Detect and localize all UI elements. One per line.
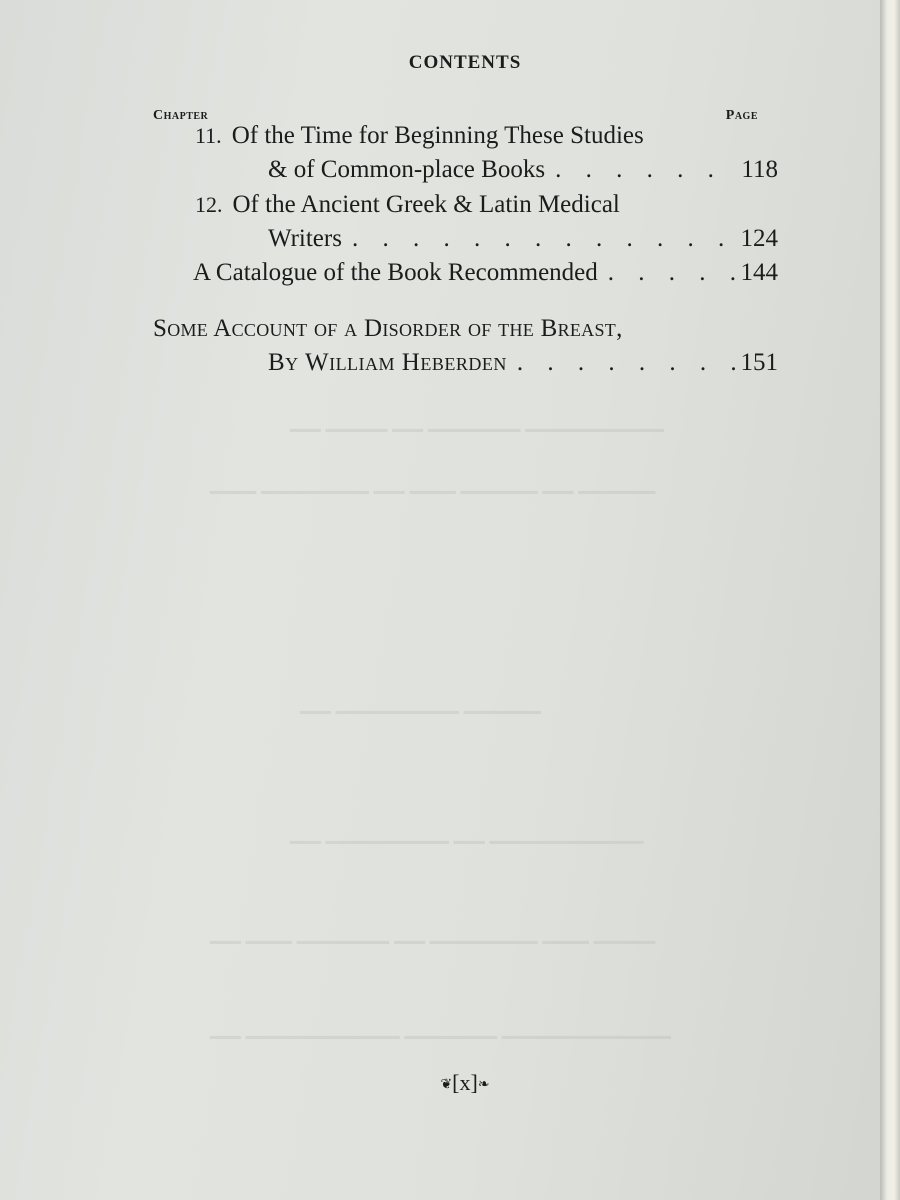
show-through-text: ▁▁ ▁▁▁▁▁▁▁▁ ▁▁▁▁▁ bbox=[300, 692, 541, 714]
ornament-icon: ❦ bbox=[440, 1077, 453, 1093]
show-through-text: ▁▁ ▁▁▁▁ ▁▁ ▁▁▁▁▁▁ ▁▁▁▁▁▁▁▁▁ bbox=[290, 410, 664, 432]
page-number: 118 bbox=[741, 156, 778, 183]
page-number: 144 bbox=[740, 259, 778, 286]
entry-title: A Catalogue of the Book Recommended bbox=[193, 259, 598, 286]
dot-leader bbox=[342, 225, 735, 253]
toc-appendix-line1 bbox=[153, 315, 733, 349]
page-edge bbox=[880, 0, 900, 1200]
chapter-title: Of the Time for Beginning These Studies bbox=[231, 122, 644, 149]
chapter-title: Of the Ancient Greek & Latin Medical bbox=[232, 191, 620, 218]
toc-entry-11-line1 bbox=[195, 122, 725, 156]
show-through-text: ▁▁ ▁▁▁▁▁▁▁▁ ▁▁ ▁▁▁▁▁▁▁▁▁▁ bbox=[290, 822, 644, 844]
show-through-text: ▁▁ ▁▁▁▁▁▁▁▁▁▁ ▁▁▁▁▁▁ ▁▁▁▁▁▁▁▁▁▁▁ bbox=[210, 1017, 672, 1039]
dot-leader bbox=[598, 259, 735, 287]
appendix-author: By William Heberden bbox=[268, 349, 507, 376]
toc-entry-12-line1 bbox=[195, 191, 725, 225]
toc-entry-catalogue bbox=[193, 259, 778, 293]
dot-leader bbox=[507, 349, 735, 377]
chapter-title-continued: & of Common-place Books bbox=[268, 156, 546, 183]
chapter-title-continued: Writers bbox=[268, 225, 342, 252]
folio: ❦[x]❧ bbox=[440, 1070, 490, 1095]
show-through-text: ▁▁ ▁▁▁ ▁▁▁▁▁▁ ▁▁ ▁▁▁▁▁▁▁ ▁▁▁ ▁▁▁▁ bbox=[210, 922, 656, 944]
toc-appendix-line2 bbox=[268, 349, 778, 383]
page-column-label: Page bbox=[725, 108, 758, 123]
chapter-number: 11. bbox=[195, 123, 222, 148]
page-number: 124 bbox=[740, 225, 778, 252]
appendix-title: Some Account of a Disorder of the Breast, bbox=[153, 315, 623, 342]
page-number: 151 bbox=[740, 349, 778, 376]
folio-number: x bbox=[459, 1070, 471, 1095]
chapter-column-label: Chapter bbox=[153, 108, 209, 123]
ornament-icon: ❧ bbox=[477, 1077, 490, 1093]
toc-entry-11-line2 bbox=[268, 156, 778, 190]
dot-leader bbox=[545, 156, 735, 184]
show-through-text: ▁▁▁ ▁▁▁▁▁▁▁ ▁▁ ▁▁▁ ▁▁▁▁▁ ▁▁ ▁▁▁▁▁ bbox=[210, 472, 656, 494]
chapter-number: 12. bbox=[195, 192, 223, 217]
page-heading: CONTENTS bbox=[408, 52, 522, 73]
toc-entry-12-line2 bbox=[268, 225, 778, 259]
